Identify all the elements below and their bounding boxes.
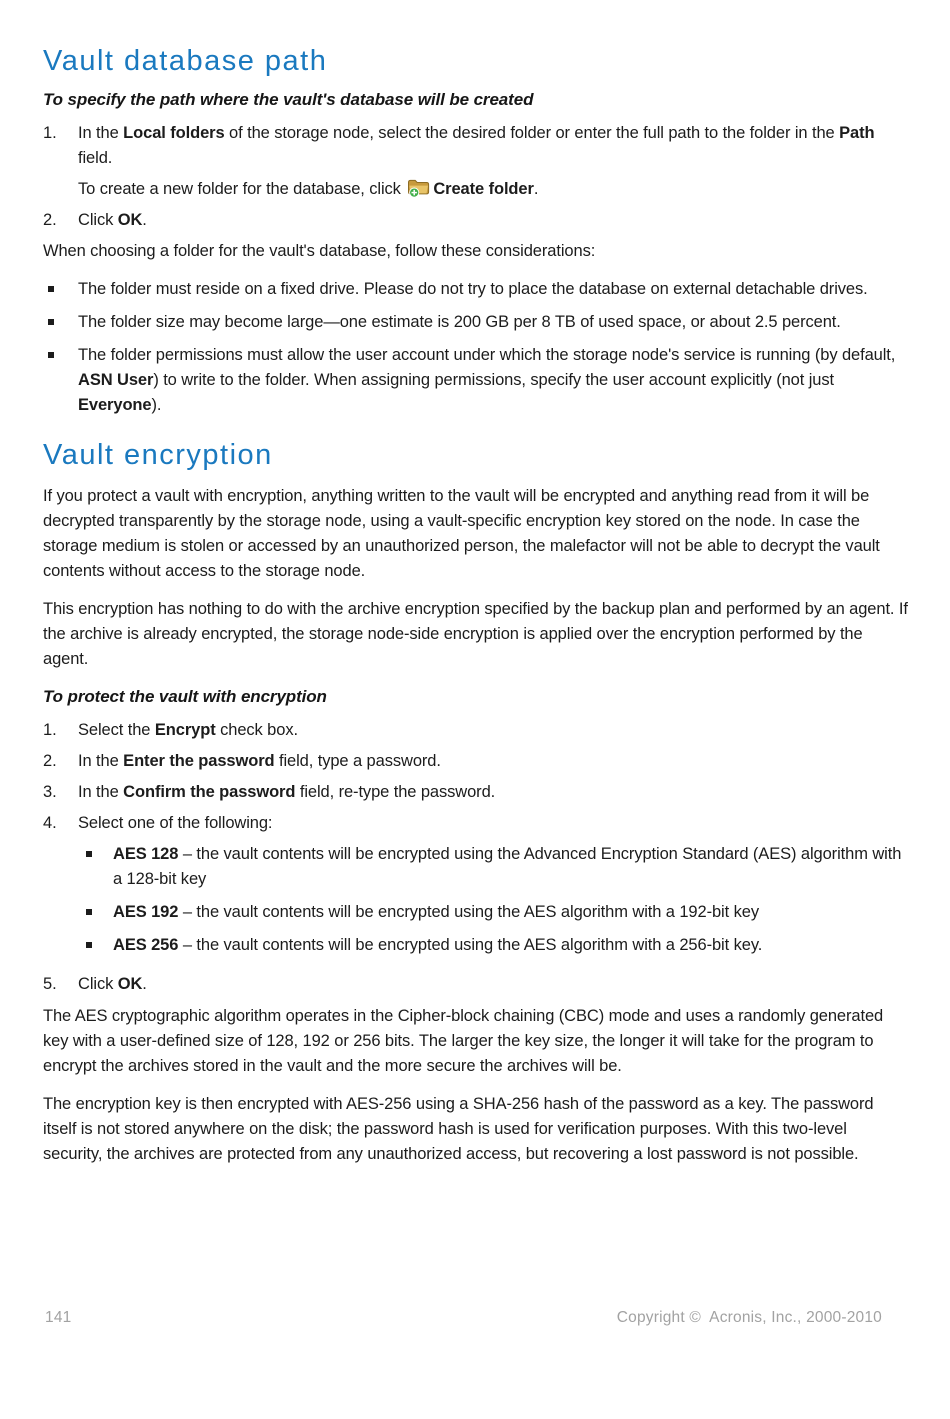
bullet-text: The folder size may become large—one estimate is 200 GB per 8 TB of used space, or about 2.5 percent. <box>78 313 841 331</box>
text-run: – the vault contents will be encrypted using the AES algorithm with a 256-bit key. <box>178 936 763 954</box>
text-run: Select the <box>78 721 155 739</box>
text-run: To create a new folder for the database, click <box>78 180 406 198</box>
option-text <box>113 933 762 958</box>
list-item <box>43 121 908 202</box>
paragraph: The encryption key is then encrypted with AES-256 using a SHA-256 hash of the password as a key. The password itself is not stored anywhere on the disk; the password hash is used for verification purposes. With this two-level security, the archives are protected from any unauthorized access, but recovering a lost password is not possible. <box>43 1095 874 1163</box>
step-sub-paragraph <box>78 176 908 202</box>
step-text <box>78 780 908 805</box>
create-folder-icon <box>407 178 430 198</box>
section-subtitle: To protect the vault with encryption <box>43 687 327 706</box>
text-run: In the <box>78 783 124 801</box>
bullet-marker <box>43 277 78 302</box>
step-number: 1. <box>43 124 57 142</box>
bullet-square-icon <box>86 909 92 915</box>
text-run: field. <box>78 149 113 167</box>
text-run: of the storage node, select the desired folder or enter the full path to the folder in the <box>224 124 840 142</box>
section-title: Vault encryption <box>43 439 273 471</box>
step-text <box>78 811 908 966</box>
step-text <box>78 718 908 743</box>
steps-list <box>43 121 908 233</box>
bullet-square-icon <box>86 851 92 857</box>
text-run: field, re-type the password. <box>295 783 496 801</box>
text-run: . <box>533 180 539 198</box>
list-item <box>43 343 908 418</box>
section-subtitle: To specify the path where the vault's database will be created <box>43 90 534 109</box>
text-run-bold: AES 128 <box>113 845 179 863</box>
text-run: In the <box>78 752 124 770</box>
text-run: field, type a password. <box>274 752 441 770</box>
text-run: ) to write to the folder. When assigning permissions, specify the user account explicitly (not just <box>153 371 834 389</box>
list-item <box>43 208 908 233</box>
text-run: In the <box>78 124 124 142</box>
text-run: – the vault contents will be encrypted using the AES algorithm with a 192-bit key <box>178 903 759 921</box>
text-run: check box. <box>215 721 298 739</box>
bullet-square-icon <box>48 286 54 292</box>
bullet-square-icon <box>48 352 54 358</box>
text-run: The folder permissions must allow the user account under which the storage node's service is running (by default, <box>78 346 896 364</box>
bullet-marker <box>78 933 113 958</box>
list-item <box>43 277 908 302</box>
bullet-marker <box>43 310 78 335</box>
text-run: ). <box>151 396 162 414</box>
list-item <box>78 900 908 925</box>
copyright-text: Copyright © Acronis, Inc., 2000-2010 <box>616 1309 882 1326</box>
text-run-bold: Local folders <box>123 124 225 142</box>
text-run-bold: Path <box>839 124 875 142</box>
section-vault-encryption <box>43 438 908 1167</box>
considerations-bullet-list <box>43 277 908 418</box>
paragraph: This encryption has nothing to do with the archive encryption specified by the backup plan and performed by an agent. If the archive is already encrypted, the storage node-side encryption is applied over the encryption performed by the agent. <box>43 600 908 668</box>
text-run-bold: AES 192 <box>113 903 179 921</box>
list-item <box>43 972 908 997</box>
paragraph-considerations-intro: When choosing a folder for the vault's database, follow these considerations: <box>43 242 596 260</box>
step-text <box>78 121 908 202</box>
step-text <box>78 749 908 774</box>
step-text <box>78 972 908 997</box>
step-number: 5. <box>43 975 57 993</box>
bullet-square-icon <box>48 319 54 325</box>
text-run-bold: Encrypt <box>154 721 216 739</box>
bullet-marker <box>43 343 78 418</box>
text-run-bold: OK <box>117 975 143 993</box>
text-run-bold: Everyone <box>78 396 152 414</box>
paragraph: The AES cryptographic algorithm operates in the Cipher-block chaining (CBC) mode and uses a randomly generated key with a user-defined size of 128, 192 or 256 bits. The larger the key size, the longer it will take for the program to encrypt the archives stored in the vault and the more secure the archives will be. <box>43 1007 884 1075</box>
list-item <box>43 310 908 335</box>
text-run-bold: Create folder <box>433 180 534 198</box>
bullet-marker <box>78 900 113 925</box>
paragraph: If you protect a vault with encryption, anything written to the vault will be encrypted and anything read from it will be decrypted transparently by the storage node, using a vault-specific encryption key stored on the node. In case the storage medium is stolen or accessed by an unauthorized person, the malefactor will not be able to decrypt the vault contents without access to the storage node. <box>43 487 880 580</box>
text-run: Click <box>78 211 118 229</box>
text-run-bold: AES 256 <box>113 936 179 954</box>
text-run-bold: Enter the password <box>123 752 275 770</box>
page-number: 141 <box>45 1309 72 1326</box>
list-item <box>43 749 908 774</box>
option-text <box>113 842 908 892</box>
list-item <box>43 780 908 805</box>
text-run: . <box>142 211 147 229</box>
step-number: 1. <box>43 721 57 739</box>
text-run-bold: OK <box>117 211 143 229</box>
text-run: Select one of the following: <box>78 814 273 832</box>
step-number: 2. <box>43 211 57 229</box>
list-item <box>43 718 908 743</box>
text-run: – the vault contents will be encrypted using the Advanced Encryption Standard (AES) algorithm with a 128-bit key <box>113 845 902 888</box>
list-item <box>43 811 908 966</box>
step-number: 4. <box>43 814 57 832</box>
step-number: 3. <box>43 783 57 801</box>
option-text <box>113 900 759 925</box>
bullet-square-icon <box>86 942 92 948</box>
page-title: Vault database path <box>43 45 328 77</box>
text-run-bold: Confirm the password <box>123 783 296 801</box>
bullet-text: The folder must reside on a fixed drive. Please do not try to place the database on external detachable drives. <box>78 280 868 298</box>
text-run: . <box>142 975 147 993</box>
aes-options-list <box>78 842 908 958</box>
list-item <box>78 842 908 892</box>
section-vault-database-path <box>43 44 908 418</box>
step-text <box>78 208 908 233</box>
text-run-bold: ASN User <box>78 371 154 389</box>
text-run: Click <box>78 975 118 993</box>
bullet-marker <box>78 842 113 892</box>
bullet-text <box>78 343 908 418</box>
list-item <box>78 933 908 958</box>
steps-list <box>43 718 908 997</box>
step-number: 2. <box>43 752 57 770</box>
